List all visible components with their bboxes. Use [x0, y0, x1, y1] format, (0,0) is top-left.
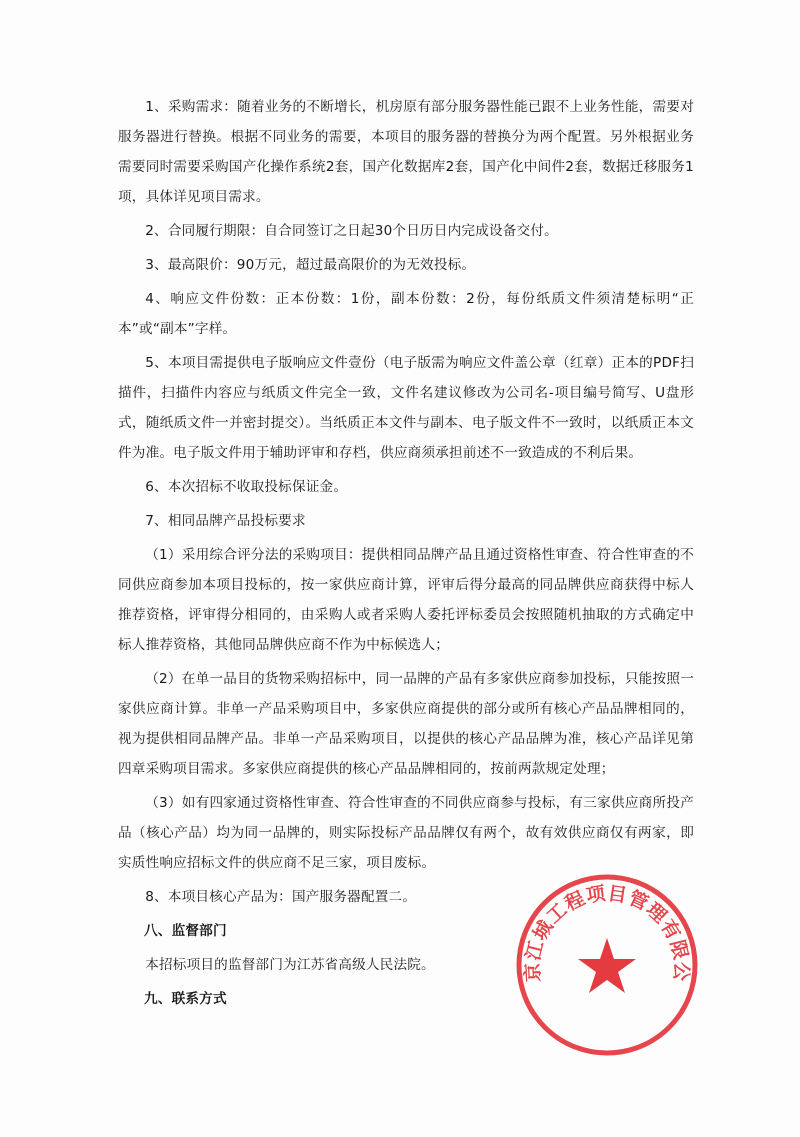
company-seal — [512, 870, 702, 1060]
paragraph-brand-requirements: 7、相同品牌产品投标要求 — [145, 513, 306, 529]
paragraph-core-product: 8、本项目核心产品为：国产服务器配置二。 — [145, 889, 417, 905]
paragraph-brand-rule-3: （3）如有四家通过资格性审查、符合性审查的不同供应商参与投标，有三家供应商所投产品（核心产品）均为同一品牌的，则实际投标产品品牌仅有两个，故有效供应商仅有两家，即实质性响应招标文件的供应商不足三家，项目废标。 — [118, 795, 694, 871]
paragraph-contract-period: 2、合同履行期限：自合同签订之日起30个日历日内完成设备交付。 — [145, 223, 558, 239]
seal-star-icon — [578, 938, 636, 993]
paragraph-procurement-needs: 1、采购需求：随着业务的不断增长，机房原有部分服务器性能已跟不上业务性能，需要对服务器进行替换。根据不同业务的需要，本项目的服务器的替换分为两个配置。另外根据业务需要同时需要采购国产化操作系统2套，国产化数据库2套，国产化中间件2套，数据迁移服务1项，具体详见项目需求。 — [118, 99, 694, 205]
paragraph-electronic-version: 5、本项目需提供电子版响应文件壹份（电子版需为响应文件盖公章（红章）正本的PDF扫描件，扫描件内容应与纸质文件完全一致，文件名建议修改为公司名-项目编号简写、U盘形式，随纸质文件一并密封提交）。当纸质正本文件与副本、电子版文件不一致时，以纸质正本文件为准。电子版文件用于辅助评审和存档，供应商须承担前述不一致造成的不利后果。 — [118, 355, 694, 461]
section-8-text: 本招标项目的监督部门为江苏省高级人民法院。 — [145, 957, 435, 973]
paragraph-brand-rule-1: （1）采用综合评分法的采购项目：提供相同品牌产品且通过资格性审查、符合性审查的不同供应商参加本项目投标的，按一家供应商计算，评审后得分最高的同品牌供应商获得中标人推荐资格，评审得分相同的，由采购人或者采购人委托评标委员会按照随机抽取的方式确定中标人推荐资格，其他同品牌供应商不作为中标候选人； — [118, 547, 694, 653]
section-9-heading: 九、联系方式 — [144, 991, 227, 1007]
svg-text:南京江城工程项目管理有限公司: 京江城工程项目管理有限公 — [521, 882, 693, 983]
paragraph-brand-rule-2: （2）在单一品目的货物采购招标中，同一品牌的产品有多家供应商参加投标，只能按照一家供应商计算。非单一产品采购项目中，多家供应商提供的部分或所有核心产品品牌相同的，视为提供相同品牌产品。非单一产品采购项目，以提供的核心产品品牌为准，核心产品详见第四章采购项目需求。多家供应商提供的核心产品品牌相同的，按前两款规定处理； — [118, 671, 694, 777]
paragraph-no-deposit: 6、本次招标不收取投标保证金。 — [145, 479, 348, 495]
section-8-heading: 八、监督部门 — [144, 923, 227, 939]
paragraph-response-copies: 4、响应文件份数：正本份数：1份，副本份数：2份，每份纸质文件须清楚标明“正本”或“副本”字样。 — [118, 291, 694, 337]
paragraph-price-limit: 3、最高限价：90万元，超过最高限价的为无效投标。 — [145, 257, 476, 273]
